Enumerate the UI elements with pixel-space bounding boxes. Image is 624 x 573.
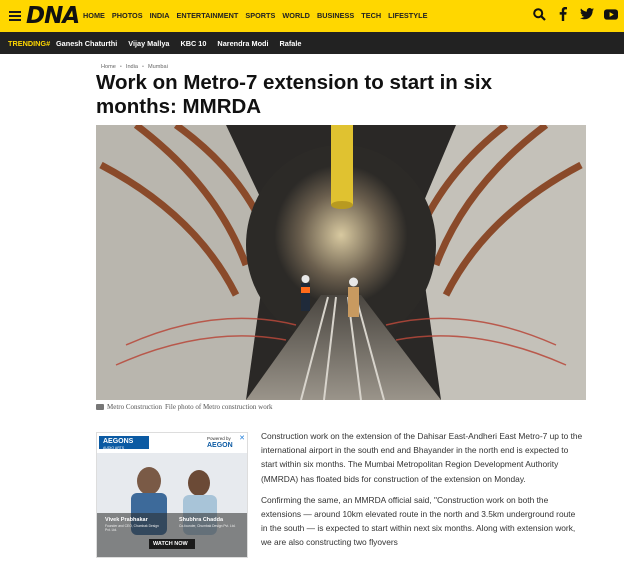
article-paragraph: Confirming the same, an MMRDA official said, "Construction work on both the extensions — around 10km elevated route in the north and 3.5km underground route in the south — is expected to start within next six months. Along with extension work, we are also constructing two flyovers — [261, 494, 576, 548]
trending-item[interactable]: Ganesh Chaturthi — [56, 39, 118, 48]
breadcrumb-mumbai[interactable]: Mumbai — [148, 64, 168, 70]
nav-sports[interactable]: SPORTS — [245, 11, 276, 20]
trending-label: TRENDING# — [8, 39, 51, 48]
ad-brand: AEGONS — [103, 438, 134, 445]
ad-brand-sub: AUDIO ARTS — [103, 446, 125, 450]
nav-entertainment[interactable]: ENTERTAINMENT — [176, 11, 239, 20]
ad-close-icon[interactable]: ✕ — [239, 435, 245, 442]
ad-person2-role: Co-founder, Chumbak Design Pvt. Ltd. — [179, 524, 236, 528]
trending-item[interactable]: Vijay Mallya — [128, 39, 170, 48]
breadcrumb-separator: • — [119, 64, 122, 70]
site-logo[interactable]: DNA — [26, 3, 80, 29]
trending-item[interactable]: Rafale — [279, 39, 302, 48]
nav-tech[interactable]: TECH — [361, 11, 382, 20]
nav-lifestyle[interactable]: LIFESTYLE — [388, 11, 428, 20]
image-caption — [96, 403, 273, 411]
breadcrumb-home[interactable]: Home — [101, 64, 116, 70]
nav-india[interactable]: INDIA — [149, 11, 170, 20]
ad-cta-button[interactable]: WATCH NOW — [153, 541, 188, 547]
trending-bar — [0, 32, 624, 54]
search-icon[interactable] — [532, 6, 546, 22]
nav-world[interactable]: WORLD — [282, 11, 310, 20]
nav-business[interactable]: BUSINESS — [316, 11, 355, 20]
ad-powered-by: Powered by — [207, 436, 231, 441]
facebook-icon[interactable] — [556, 6, 570, 22]
nav-home[interactable]: HOME — [83, 11, 105, 20]
hero-image — [96, 125, 586, 400]
header-icons — [532, 6, 618, 22]
ad-partner-logo: AEGON — [207, 442, 233, 449]
trending-item[interactable]: KBC 10 — [180, 39, 207, 48]
caption-text: File photo of Metro construction work — [165, 403, 273, 411]
ad-person2-name: Shubhra Chadda — [179, 517, 224, 523]
top-navbar — [0, 0, 624, 32]
ad-person1-role: Founder and CEO, Chumbak Design Pvt. Ltd. — [105, 524, 159, 532]
youtube-icon[interactable] — [604, 6, 618, 22]
camera-icon — [96, 404, 104, 410]
nav-photos[interactable]: PHOTOS — [111, 11, 143, 20]
trending-list — [56, 39, 301, 48]
breadcrumb-india[interactable]: India — [125, 64, 139, 70]
advertisement[interactable] — [96, 432, 248, 558]
caption-tag: Metro Construction — [107, 403, 163, 411]
breadcrumb-separator: • — [142, 64, 144, 70]
article-title: Work on Metro-7 extension to start in six months: MMRDA — [96, 71, 493, 118]
twitter-icon[interactable] — [580, 6, 594, 22]
hamburger-menu-icon[interactable] — [9, 11, 21, 21]
article-paragraph: Construction work on the extension of the Dahisar East-Andheri East Metro-7 up to the international airport in the south end and Bhayander in the north end is expected to start within six months. The Mumbai Metropolitan Region Development Authority (MMRDA) has floated bids for construction of the extension on Monday. — [261, 431, 583, 484]
ad-person1-name: Vivek Prabhakar — [105, 517, 148, 523]
trending-item[interactable]: Narendra Modi — [217, 39, 269, 48]
article-body — [261, 429, 583, 557]
breadcrumb — [101, 64, 168, 70]
main-nav — [83, 11, 427, 20]
